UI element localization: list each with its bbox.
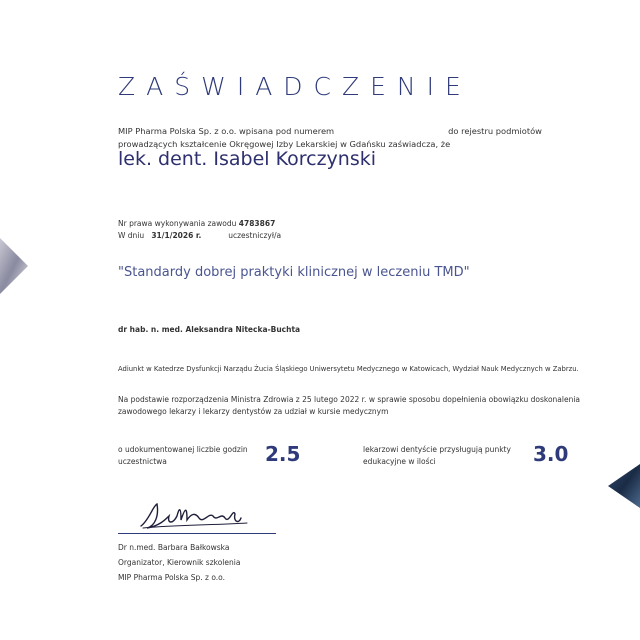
points-value: 3.0	[533, 442, 569, 466]
registry-number-blank	[334, 125, 448, 138]
date-suffix: uczestniczył/a	[228, 231, 282, 240]
date-prefix: W dniu	[118, 231, 145, 240]
hours-value: 2.5	[265, 442, 301, 466]
signer-block	[118, 540, 240, 585]
decorative-triangle-right	[608, 464, 640, 508]
points-label: lekarzowi dentyście przysługują punkty edukacyjne w ilości	[363, 445, 511, 466]
signer-company: MIP Pharma Polska Sp. z o.o.	[118, 573, 226, 582]
lecturer-affiliation: Adiunkt w Katedrze Dysfunkcji Narządu Żucia Śląskiego Uniwersytetu Medycznego w Katowicach, Wydział Nauk Medycznych w Zabrzu.	[118, 365, 579, 373]
license-number: 4783867	[238, 219, 276, 228]
certificate-title: ZAŚWIADCZENIE	[118, 72, 472, 101]
decorative-triangle-left	[0, 238, 30, 294]
signature-line	[118, 533, 276, 534]
handwritten-signature	[135, 498, 275, 534]
signer-name: Dr n.med. Barbara Bałkowska	[118, 543, 230, 552]
license-block	[118, 218, 281, 242]
date-value: 31/1/2026 r.	[151, 231, 202, 240]
intro-line1-a: MIP Pharma Polska Sp. z o.o. wpisana pod numerem	[118, 126, 335, 136]
intro-line2: prowadzących kształcenie Okręgowej Izby Lekarskiej w Gdańsku zaświadcza, że	[118, 139, 451, 149]
signer-role: Organizator, Kierownik szkolenia	[118, 558, 241, 567]
intro-line1-b: do rejestru podmiotów	[448, 126, 542, 136]
legal-basis-text: Na podstawie rozporządzenia Ministra Zdrowia z 25 lutego 2022 r. w sprawie sposobu dopełnienia obowiązku doskonalenia zawodowego lekarzy i lekarzy dentystów za udział w kursie medycznym	[118, 395, 581, 416]
lecturer-name: dr hab. n. med. Aleksandra Nitecka-Buchta	[118, 325, 301, 334]
hours-label: o udokumentowanej liczbie godzin uczestnictwa	[118, 445, 248, 466]
course-title: "Standardy dobrej praktyki klinicznej w leczeniu TMD"	[118, 265, 470, 280]
participant-name: lek. dent. Isabel Korczynski	[118, 148, 377, 170]
license-label: Nr prawa wykonywania zawodu	[118, 219, 237, 228]
